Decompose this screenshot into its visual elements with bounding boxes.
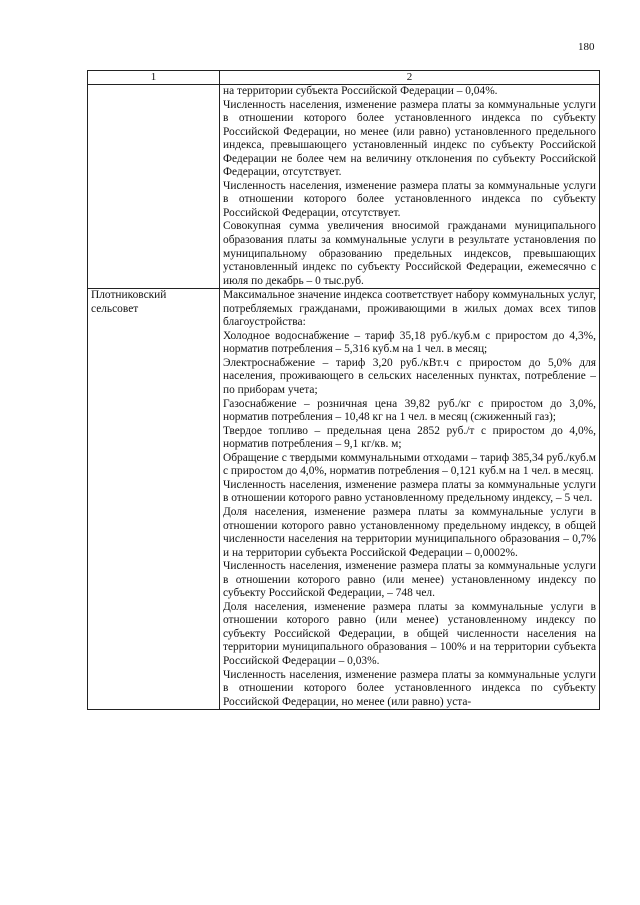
paragraph: Обращение с твердыми коммунальными отходами – тариф 385,34 руб./куб.м с приростом до 4,0%, норматив потребления – 0,121 куб.м на 1 чел. в месяц. (223, 451, 596, 478)
paragraph: Максимальное значение индекса соответствует набору коммунальных услуг, потребляемых гражданами, проживающими в жилых домах всех типов благоустройства: (223, 289, 596, 329)
content-cell (220, 85, 600, 289)
paragraph: Электроснабжение – тариф 3,20 руб./кВт.ч с приростом до 5,0% для населения, проживающего в сельских населенных пунктах, потребление – по приборам учета; (223, 356, 596, 397)
paragraph: Доля населения, изменение размера платы за коммунальные услуги в отношении которого равно установленному предельному индексу, в общей численности населения на территории муниципального образования – 0,7% и на территории субъекта Российской Федерации – 0,0002%. (223, 505, 596, 559)
table-row (88, 85, 600, 289)
paragraph: Газоснабжение – розничная цена 39,82 руб./кг с приростом до 3,0%, норматив потребления – 10,48 кг на 1 чел. в месяц (сжиженный газ); (223, 397, 596, 424)
paragraph: Численность населения, изменение размера платы за коммунальные услуги в отношении которого более установленного индекса по субъекту Российской Федерации, отсутствует. (223, 179, 596, 219)
region-cell (88, 85, 220, 289)
paragraph: Твердое топливо – предельная цена 2852 руб./т с приростом до 4,0%, норматив потребления – 9,1 кг/кв. м; (223, 424, 596, 451)
table-header-row (88, 71, 600, 85)
page-number: 180 (578, 41, 595, 53)
table-row (88, 289, 600, 710)
content-cell (220, 289, 600, 710)
paragraph: Численность населения, изменение размера платы за коммунальные услуги в отношении которого равно установленному предельному индексу, – 5 чел. (223, 478, 596, 505)
region-cell (88, 289, 220, 710)
paragraph: Численность населения, изменение размера платы за коммунальные услуги в отношении которого более установленного индекса по субъекту Российской Федерации, но менее (или равно) установленного предельного индекса, превышающего установленный индекс по субъекту Российской Федерации не более чем на величину отклонения по субъекту Российской Федерации, отсутствует. (223, 98, 596, 179)
paragraph: на территории субъекта Российской Федерации – 0,04%. (223, 85, 498, 97)
paragraph: Совокупная сумма увеличения вносимой гражданами муниципального образования платы за коммунальные услуги в результате установления по муниципальному образованию предельных индексов, превышающих установленный индекс по субъекту Российской Федерации, ежемесячно с июля по декабрь – 0 тыс.руб. (223, 220, 596, 287)
column-2-header: 2 (220, 71, 600, 85)
column-1-header: 1 (88, 71, 220, 85)
region-name: Плотниковский сельсовет (91, 289, 167, 315)
paragraph: Доля населения, изменение размера платы за коммунальные услуги в отношении которого равно (или менее) установленному индексу по субъекту Российской Федерации, в общей численности населения на территории муниципального образования – 100% и на территории субъекта Российской Федерации – 0,03%. (223, 600, 596, 667)
document-table (87, 70, 600, 710)
paragraph: Численность населения, изменение размера платы за коммунальные услуги в отношении которого более установленного индекса по субъекту Российской Федерации, но менее (или равно) уста- (223, 668, 596, 708)
paragraph: Численность населения, изменение размера платы за коммунальные услуги в отношении которого равно (или менее) установленному индексу по субъекту Российской Федерации, – 748 чел. (223, 560, 596, 600)
paragraph: Холодное водоснабжение – тариф 35,18 руб./куб.м с приростом до 4,3%, норматив потребления – 5,316 куб.м на 1 чел. в месяц; (223, 329, 596, 356)
